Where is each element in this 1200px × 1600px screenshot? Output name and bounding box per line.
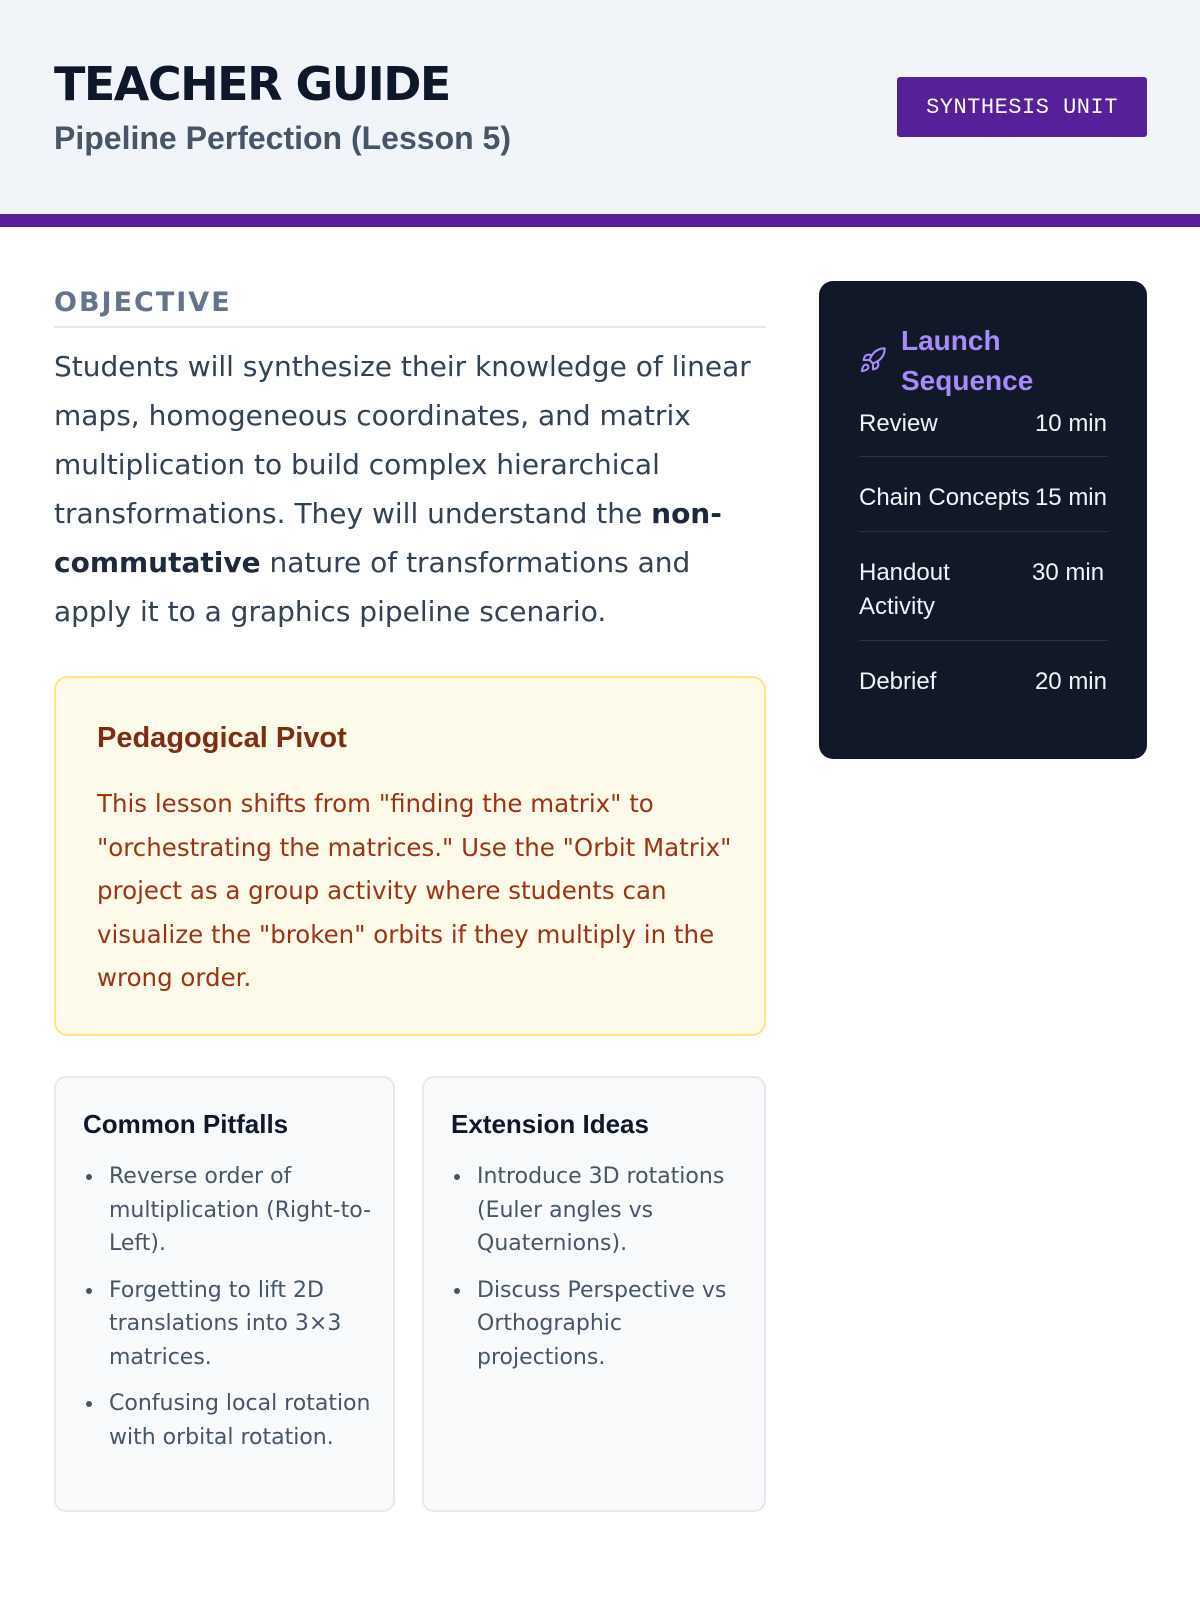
schedule-label: Review (859, 410, 938, 437)
page-title: TEACHER GUIDE (54, 57, 450, 111)
schedule-duration: 30 min (1032, 559, 1105, 586)
schedule-row (859, 532, 1107, 641)
objective-text (54, 342, 774, 636)
launch-sequence-panel (819, 281, 1147, 759)
list-item (83, 1274, 381, 1375)
header-accent-bar (0, 214, 1200, 227)
list-item-text: Reverse order of multiplication (Right-to-Left). (109, 1164, 372, 1256)
objective-divider (54, 326, 766, 328)
list-item (451, 1274, 752, 1375)
pitfalls-title: Common Pitfalls (83, 1109, 289, 1139)
schedule-duration: 10 min (1034, 410, 1107, 437)
bullet-icon (86, 1401, 92, 1407)
objective-text-part: Students will synthesize their knowledge of linear maps, homogeneous coordinates, and matrix multiplication to build complex hierarchical transformations. They will understand the (54, 350, 751, 530)
list-item (451, 1160, 752, 1261)
schedule-row (859, 457, 1107, 532)
list-item (83, 1387, 381, 1454)
bullet-icon (86, 1288, 92, 1294)
pedagogical-pivot-callout (54, 676, 766, 1036)
bullet-icon (454, 1288, 460, 1294)
list-item-text: Introduce 3D rotations (Euler angles vs Quaternions). (477, 1164, 725, 1256)
rocket-icon (859, 346, 887, 374)
schedule-duration: 15 min (1034, 484, 1107, 511)
schedule-row (859, 407, 1107, 457)
schedule-label: Handout Activity (859, 559, 950, 620)
schedule-row (859, 641, 1107, 701)
extensions-title: Extension Ideas (451, 1109, 649, 1139)
schedule-label: Debrief (859, 668, 937, 695)
schedule-duration: 20 min (1034, 668, 1107, 695)
pivot-title: Pedagogical Pivot (97, 722, 347, 754)
page-subtitle: Pipeline Perfection (Lesson 5) (54, 120, 511, 156)
pitfalls-list (83, 1160, 381, 1467)
list-item-text: Forgetting to lift 2D translations into 3×3 matrices. (109, 1277, 342, 1370)
bullet-icon (86, 1174, 92, 1180)
header (0, 0, 1200, 214)
extensions-list (451, 1160, 752, 1387)
schedule-label: Chain Concepts (859, 484, 1030, 511)
launch-title: Launch Sequence (901, 325, 1034, 396)
bullet-icon (454, 1174, 460, 1180)
extension-ideas-card (422, 1076, 766, 1512)
list-item-text: Discuss Perspective vs Orthographic projections. (477, 1277, 727, 1370)
objective-heading: OBJECTIVE (54, 287, 232, 318)
list-item (83, 1160, 381, 1261)
objective-text-part: nature of transformations and apply it to a graphics pipeline scenario. (54, 546, 691, 628)
launch-schedule (859, 407, 1107, 701)
unit-badge: SYNTHESIS UNIT (897, 77, 1147, 137)
list-item-text: Confusing local rotation with orbital rotation. (109, 1391, 371, 1450)
common-pitfalls-card (54, 1076, 395, 1512)
objective-emphasis: non-commutative (54, 497, 722, 579)
pivot-text: This lesson shifts from "finding the matrix" to "orchestrating the matrices." Use the "Orbit Matrix" project as a group activity where students can visualize the "broken" orbits if they multiply in the wrong order. (97, 789, 732, 992)
